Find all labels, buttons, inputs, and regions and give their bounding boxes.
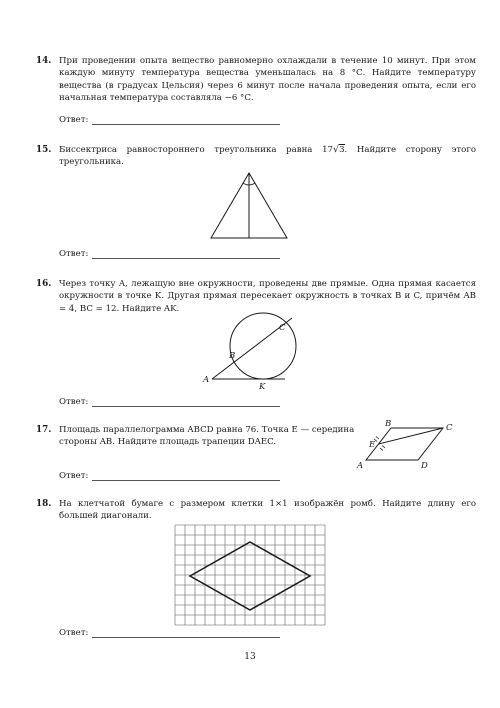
task-text — [59, 144, 476, 169]
answer-field[interactable] — [92, 480, 280, 481]
square-grid — [175, 525, 325, 625]
task-text-end: . Найдите сторону этого треугольника. — [59, 145, 476, 168]
answer-label: Ответ: — [59, 115, 89, 125]
answer-field[interactable] — [92, 258, 280, 259]
task-text-start: Биссектриса равностороннего треугольника равна 17 — [59, 145, 333, 155]
task-number: 17. — [36, 425, 52, 435]
sqrt-radicand: 3 — [339, 145, 345, 155]
point-b-label: B — [229, 351, 236, 361]
answer-label: Ответ: — [59, 397, 89, 407]
task-15 — [36, 144, 476, 174]
point-d-label: D — [421, 461, 428, 471]
point-c-label: C — [446, 423, 453, 433]
point-a-label: A — [203, 375, 210, 385]
answer-field[interactable] — [92, 406, 280, 407]
task-18 — [36, 498, 476, 528]
point-b-label: B — [385, 419, 392, 429]
task-16 — [36, 278, 476, 318]
task-number: 14. — [36, 56, 52, 66]
answer-label: Ответ: — [59, 628, 89, 638]
point-e-label: E — [369, 440, 376, 450]
point-c-label: C — [279, 323, 286, 333]
rhombus — [190, 542, 310, 610]
point-k-label: K — [259, 382, 266, 392]
point-a-label: A — [357, 461, 364, 471]
page-number: 13 — [244, 652, 256, 662]
task-number: 18. — [36, 499, 52, 509]
task-text: При проведении опыта вещество равномерно охлаждали в течение 10 минут. При этом каждую минуту температура вещества уменьшалась на 8 °С. Найдите температуру вещества (в градусах Цельсия) через 6 минут после начала проведения опыта, если его начальная температура составляла −6 °С. — [59, 56, 476, 103]
task-text: Площадь параллелограмма ABCD равна 76. Точка E — середина стороны AB. Найдите площадь трапеции DAEC. — [59, 425, 355, 448]
task-14 — [36, 55, 476, 115]
task-17 — [36, 424, 356, 454]
task-number: 16. — [36, 279, 52, 289]
sqrt-sign: √ — [333, 144, 340, 155]
answer-field[interactable] — [92, 637, 280, 638]
answer-field[interactable] — [92, 124, 280, 125]
answer-label: Ответ: — [59, 249, 89, 259]
task-text: Через точку A, лежащую вне окружности, проведены две прямые. Одна прямая касается окружности в точке K. Другая прямая пересекает окружность в точках B и C, причём AB = 4, BC = 12. Найдите AK. — [59, 279, 476, 314]
answer-label: Ответ: — [59, 471, 89, 481]
task-number: 15. — [36, 145, 52, 155]
task-text: На клетчатой бумаге с размером клетки 1×1 изображён ромб. Найдите длину его большей диагонали. — [59, 499, 476, 522]
